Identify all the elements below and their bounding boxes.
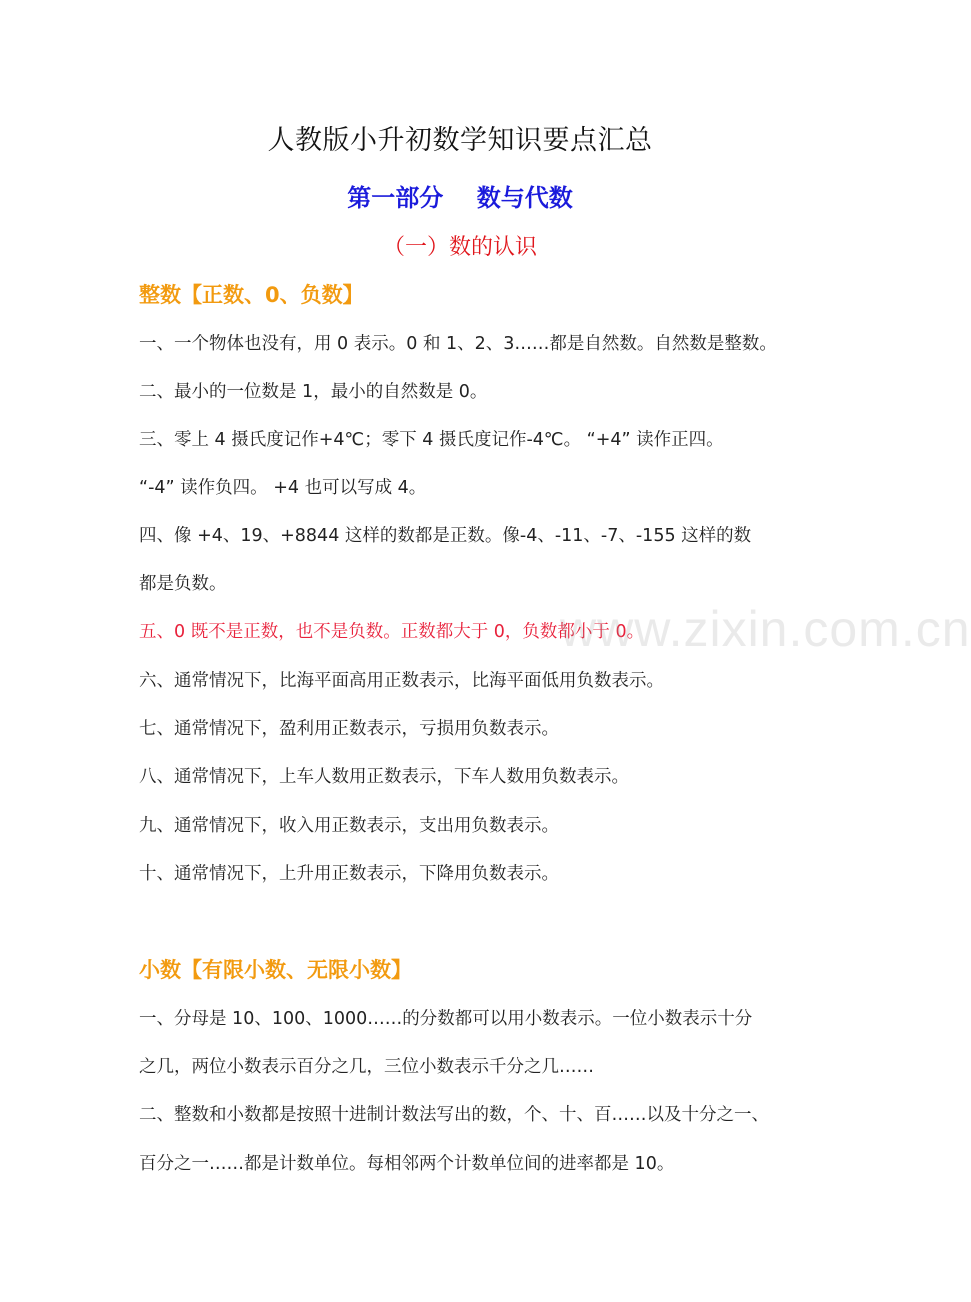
integers-heading: 整数【正数、0、负数】 — [139, 283, 364, 307]
integers-line-2: 二、最小的一位数是 1，最小的自然数是 0。 — [139, 382, 488, 402]
decimals-line-1: 一、分母是 10、100、1000……的分数都可以用小数表示。一位小数表示十分 — [139, 1009, 753, 1029]
decimals-line-2: 之几，两位小数表示百分之几，三位小数表示千分之几…… — [139, 1057, 594, 1077]
integers-line-1: 一、一个物体也没有，用 0 表示。0 和 1、2、3……都是自然数。自然数是整数。 — [139, 334, 777, 354]
decimals-heading: 小数【有限小数、无限小数】 — [139, 958, 412, 982]
part-title: 第一部分 数与代数 — [347, 183, 573, 212]
watermark: www.zixin.com.cn — [560, 601, 971, 657]
integers-line-6: 都是负数。 — [139, 574, 227, 594]
integers-line-3: 三、零上 4 摄氏度记作+4℃；零下 4 摄氏度记作-4℃。 “+4” 读作正四。 — [139, 430, 724, 450]
integers-line-11: 九、通常情况下，收入用正数表示，支出用负数表示。 — [139, 816, 559, 836]
decimals-line-4: 百分之一……都是计数单位。每相邻两个计数单位间的进率都是 10。 — [139, 1154, 675, 1174]
integers-line-7-highlight: 五、0 既不是正数，也不是负数。正数都大于 0，负数都小于 0。 — [139, 622, 645, 642]
section-title: （一）数的认识 — [382, 235, 537, 260]
integers-line-10: 八、通常情况下，上车人数用正数表示，下车人数用负数表示。 — [139, 767, 629, 787]
decimals-line-3: 二、整数和小数都是按照十进制计数法写出的数，个、十、百……以及十分之一、 — [139, 1105, 769, 1125]
integers-line-4: “-4” 读作负四。 +4 也可以写成 4。 — [139, 478, 427, 498]
integers-line-12: 十、通常情况下，上升用正数表示，下降用负数表示。 — [139, 864, 559, 884]
integers-line-5: 四、像 +4、19、+8844 这样的数都是正数。像-4、-11、-7、-155 这样的数 — [139, 526, 752, 546]
document-title: 人教版小升初数学知识要点汇总 — [267, 125, 653, 156]
integers-line-8: 六、通常情况下，比海平面高用正数表示，比海平面低用负数表示。 — [139, 671, 664, 691]
integers-line-9: 七、通常情况下，盈利用正数表示，亏损用负数表示。 — [139, 719, 559, 739]
